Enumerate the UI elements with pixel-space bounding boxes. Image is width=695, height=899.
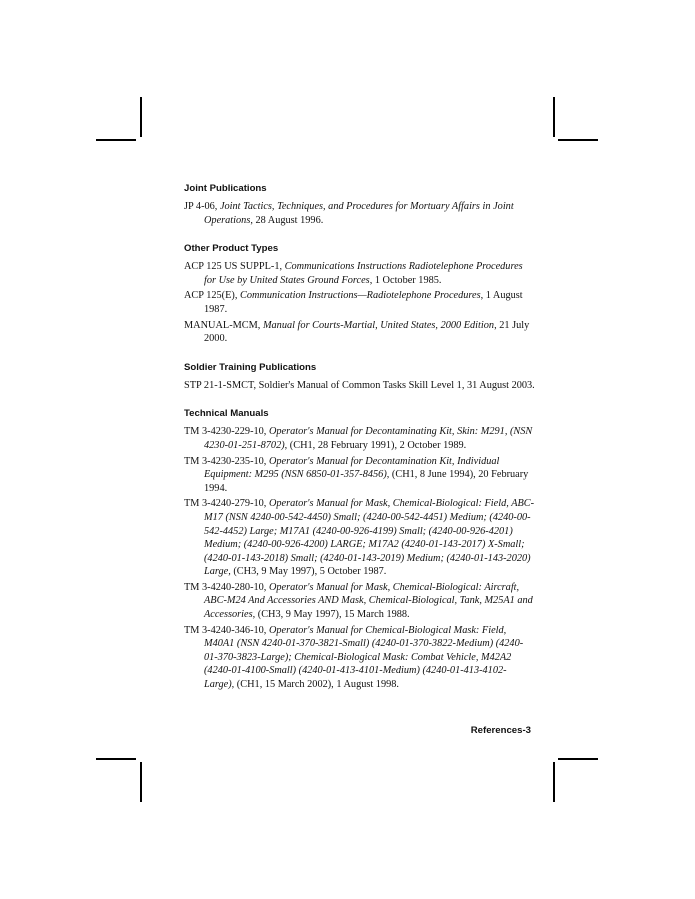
reference-entry: TM 3-4230-229-10, Operator's Manual for Decontaminating Kit, Skin: M291, (NSN 4230-01-251-8702), (CH1, 28 February 1991), 2 October 1989. (184, 426, 533, 451)
section-joint-publications (184, 183, 536, 227)
crop-mark-top-right-horizontal (558, 139, 598, 141)
section-soldier-training-publications (184, 362, 536, 393)
references-content (184, 183, 536, 708)
crop-mark-bottom-left-horizontal (96, 758, 136, 760)
crop-mark-bottom-left-vertical (140, 762, 142, 802)
crop-mark-top-left-horizontal (96, 139, 136, 141)
reference-entry: TM 3-4240-280-10, Operator's Manual for Mask, Chemical-Biological: Aircraft, ABC-M24 And Accessories AND Mask, Chemical-Biological, Tank, M25A1 and Accessories, (CH3, 9 May 1997), 15 March 1988. (184, 581, 533, 621)
reference-entry: TM 3-4230-235-10, Operator's Manual for Decontamination Kit, Individual Equipment: M295 (NSN 6850-01-357-8456), (CH1, 8 June 1994), 20 February 1994. (184, 455, 529, 494)
page-footer: References-3 (470, 725, 531, 736)
crop-mark-bottom-right-vertical (553, 762, 555, 802)
reference-entry: MANUAL-MCM, Manual for Courts-Martial, United States, 2000 Edition, 21 July 2000. (184, 319, 530, 345)
reference-entry: ACP 125(E), Communication Instructions—Radiotelephone Procedures, 1 August 1987. (184, 290, 523, 315)
crop-mark-top-left-vertical (140, 97, 142, 137)
reference-entry: TM 3-4240-279-10, Operator's Manual for Mask, Chemical-Biological: Field, ABC-M17 (NSN 4240-00-542-4450) Small; (4240-00-542-4451) Medium; (4240-00-542-4452) Large; M17A1 (4240-00-926-4199) Small; (4240-00-926-4201) Medium; (4240-00-926-4200) LARGE; M17A2 (4240-01-143-2017) X-Small; (4240-01-143-2018) Small; (4240-01-143-2019) Medium; (4240-01-143-2020) Large, (CH3, 9 May 1997), 5 October 1987. (184, 498, 535, 578)
section-title: Other Product Types (184, 243, 279, 255)
section-other-product-types (184, 243, 536, 346)
reference-entry: STP 21-1-SMCT, Soldier's Manual of Common Tasks Skill Level 1, 31 August 2003. (184, 379, 535, 391)
section-technical-manuals (184, 408, 536, 691)
reference-entry: TM 3-4240-346-10, Operator's Manual for Chemical-Biological Mask: Field, M40A1 (NSN 4240-01-370-3821-Small) (4240-01-370-3822-Medium) (4240-01-370-3823-Large); Chemical-Biological Mask: Combat Vehicle, M42A2 (4240-01-4100-Small) (4240-01-413-4101-Medium) (4240-01-413-4102-Large), (CH1, 15 March 2002), 1 August 1998. (184, 624, 524, 691)
reference-entry: ACP 125 US SUPPL-1, Communications Instructions Radiotelephone Procedures for Use by United States Ground Forces, 1 October 1985. (184, 261, 523, 286)
section-title: Joint Publications (184, 183, 267, 194)
reference-entry: JP 4-06, Joint Tactics, Techniques, and Procedures for Mortuary Affairs in Joint Operations, 28 August 1996. (184, 201, 514, 226)
crop-mark-bottom-right-horizontal (558, 758, 598, 760)
crop-mark-top-right-vertical (553, 97, 555, 137)
section-title: Soldier Training Publications (184, 361, 317, 373)
section-title: Technical Manuals (184, 408, 269, 420)
